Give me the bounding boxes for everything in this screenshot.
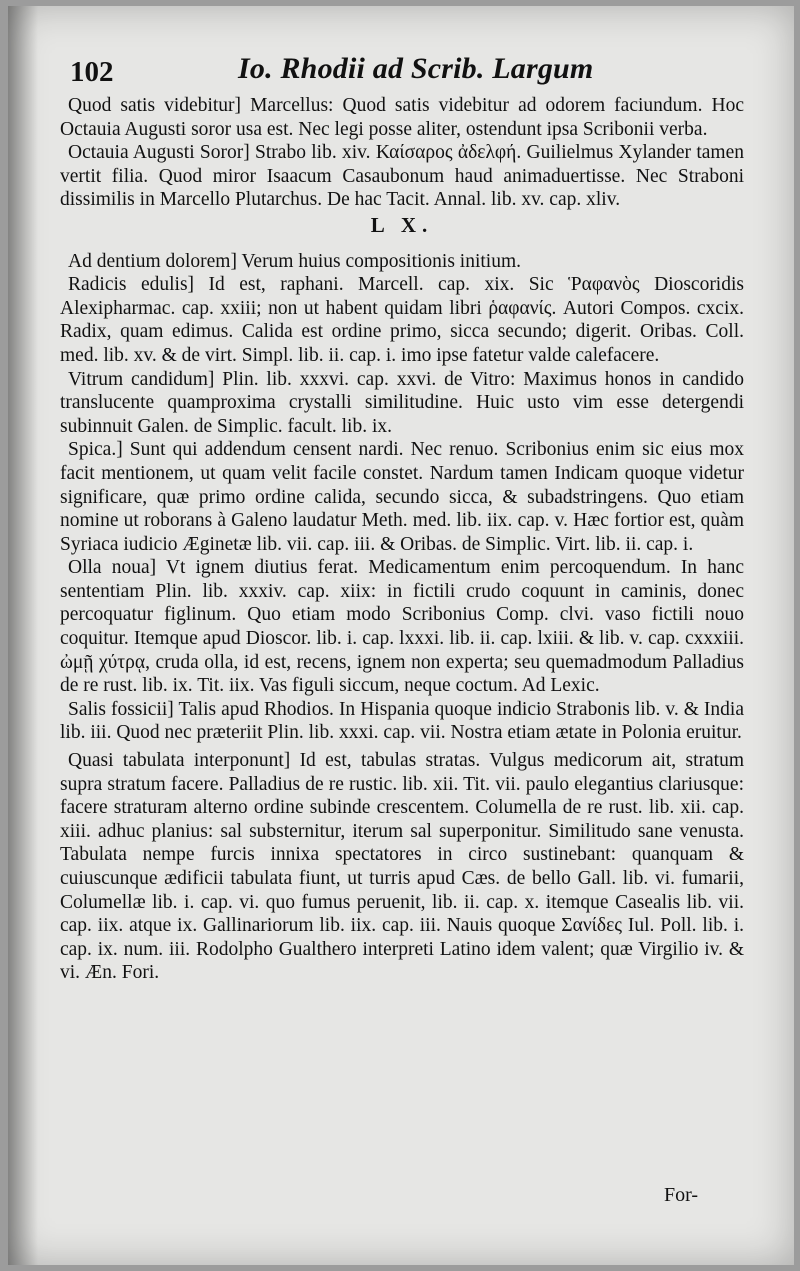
page-number: 102 [70,56,114,88]
paragraph: Radicis edulis] Id est, raphani. Marcell. cap. xix. Sic Ῥαφανὸς Dioscoridis Alexipharmac. cap. xxiii; non ut habent quidam libri ῥαφανίς. Autori Compos. cxcix. Radix, quam edimus. Calida est ordine primo, sicca secundo; digerit. Oribas. Coll. med. lib. xv. & de virt. Simpl. lib. ii. cap. i. imo ipse fatetur valde calefacere. [60,274,744,366]
paragraph: Octauia Augusti Soror] Strabo lib. xiv. Καίσαρος ἀδελφή. Guilielmus Xylander tamen vertit filia. Quod miror Isaacum Casaubonum haud animaduertisse. Nec Straboni dissimilis in Marcello Plutarchus. De hac Tacit. Annal. lib. xv. cap. xliv. [60,142,744,211]
running-head: Io. Rhodii ad Scrib. Largum [238,52,594,85]
paragraph: Salis fossicii] Talis apud Rhodios. In Hispania quoque indicio Strabonis lib. v. & India lib. iii. Quod nec præteriit Plin. lib. xxxi. cap. vii. Nostra etiam ætate in Polonia eruitur. [60,698,744,744]
paragraph: Quasi tabulata interponunt] Id est, tabulas stratas. Vulgus medicorum ait, stratum supra stratum facere. Palladius de re rustic. lib. xii. Tit. vii. paulo elegantius clariusque: facere straturam alterno ordine subinde crescentem. Columella de re rust. lib. xii. cap. xiii. adhuc planius: sal substernitur, iterum sal superponitur. Similitudo sane venusta. Tabulata nempe furcis innixa spectatores in circo sustinebant: quanquam & cuiuscunque ædificii tabulata fiunt, ut turris apud Cæs. de bello Gall. lib. vi. fumarii, Columellæ lib. i. cap. vi. quo fumus peruenit, lib. ii. cap. x. itemque Casealis lib. vii. cap. iix. atque ix. Gallinariorum lib. iix. cap. iii. Nauis quoque Σανίδες Iul. Poll. lib. i. cap. ix. num. iii. Rodolpho Gualthero interpreti Latino idem valent; quæ Virgilio iv. & vi. Æn. Fori. [60,750,744,984]
chapter-heading: L X. [370,212,434,237]
paragraph: Ad dentium dolorem] Verum huius compositionis initium. [68,250,521,272]
page-header [68,52,768,92]
catchword: For- [663,1184,698,1206]
paragraph: Spica.] Sunt qui addendum censent nardi. Nec renuo. Scribonius enim sic eius mox facit mentionem, ut quam velit facile constet. Nardum tamen Indicam quoque videtur significare, quæ primo ordine calida, secundo sicca, & subadstringens. Quo etiam nomine ut roborans à Galeno laudatur Meth. med. lib. iix. cap. v. Hæc fortior est, quàm Syriaca iudicio Æginetæ lib. vii. cap. iii. & Oribas. de Simplic. Virt. lib. ii. cap. i. [60,439,744,555]
gutter-shadow [8,6,38,1265]
paragraph: Quod satis videbitur] Marcellus: Quod satis videbitur ad odorem faciundum. Hoc Octauia Augusti soror usa est. Nec legi posse aliter, ostendunt ipsa Scribonii verba. [60,95,744,140]
paragraph: Vitrum candidum] Plin. lib. xxxvi. cap. xxvi. de Vitro: Maximus honos in candido translucente quamproxima crystalli similitudine. Huic usto vim esse detergendi subinnuit Galen. de Simplic. facult. lib. ix. [60,368,744,437]
paragraph: Olla noua] Vt ignem diutius ferat. Medicamentum enim percoquendum. In hanc sententiam Plin. lib. xxxiv. cap. xiix: in fictili crudo coquunt in caminis, donec percoquatur figlinum. Quo etiam modo Scribonius Comp. clvi. vaso fictili nouo coquitur. Itemque apud Dioscor. lib. i. cap. lxxxi. lib. ii. cap. lxiii. & lib. v. cap. cxxxiii. ὠμῇ χύτρᾳ, cruda olla, id est, recens, ignem non experta; seu quemadmodum Palladius de re rust. lib. ix. Tit. iix. Vas figuli siccum, neque coctum. Ad Lexic. [60,557,744,697]
page-body [60,94,744,985]
book-page [8,6,794,1265]
